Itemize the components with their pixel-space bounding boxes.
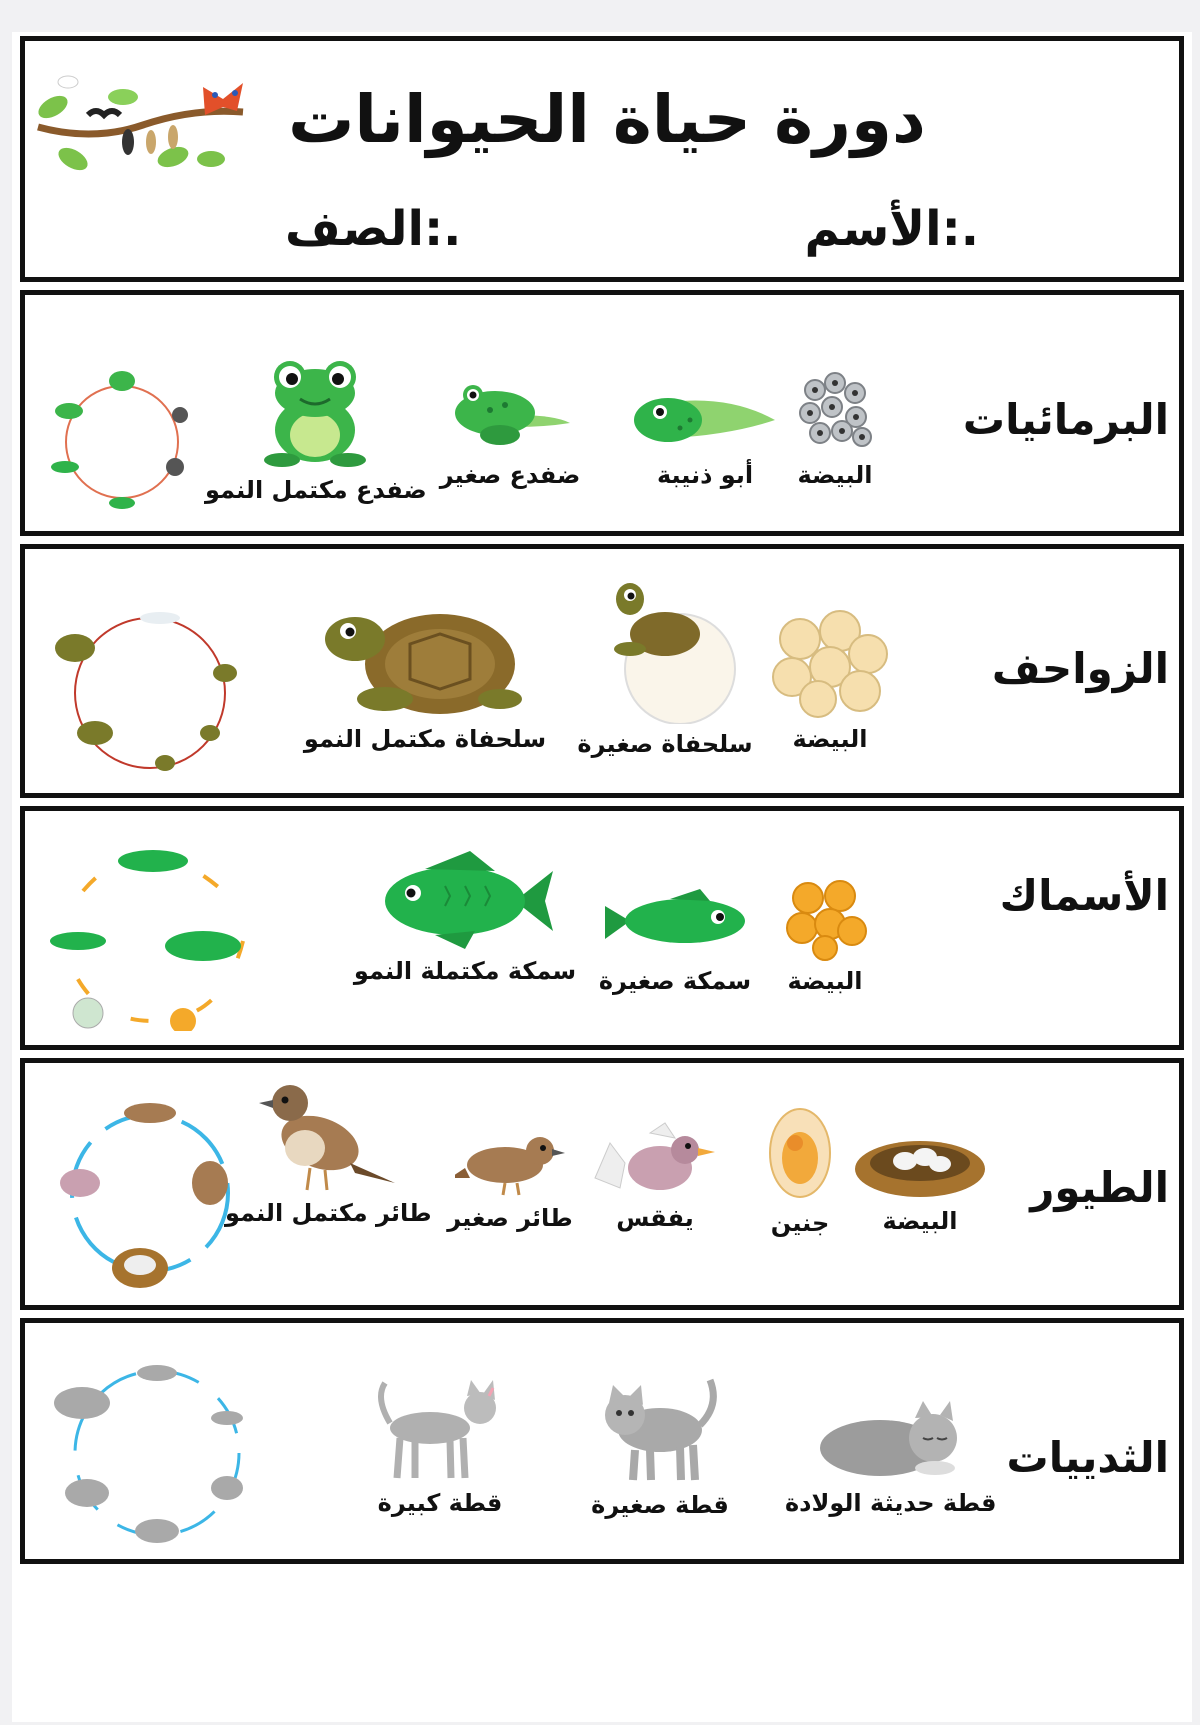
stage-label: جنين — [770, 1209, 830, 1237]
stage-young-bird — [445, 1123, 575, 1232]
stage-egg — [845, 1131, 995, 1235]
stage-egg — [770, 876, 880, 995]
stage-label: سلحفاة صغيرة — [577, 730, 753, 758]
stage-label: أبو ذنيبة — [656, 461, 754, 489]
stage-label: البيضة — [797, 461, 873, 489]
worksheet — [12, 32, 1192, 1722]
stage-froglet — [425, 375, 595, 489]
fish-lifecycle-cycle-icon — [43, 831, 263, 1031]
stage-tadpole — [630, 380, 780, 489]
stage-hatching — [585, 1118, 725, 1232]
category-label: الأسماك — [999, 871, 1169, 920]
stage-adult-turtle — [295, 599, 555, 753]
stage-newborn — [785, 1393, 995, 1517]
stage-label: البيضة — [882, 1207, 958, 1235]
stage-label: سلحفاة مكتمل النمو — [303, 725, 547, 753]
stage-label: طائر مكتمل النمو — [225, 1199, 432, 1227]
stage-label: قطة حديثة الولادة — [785, 1489, 997, 1517]
stage-label: سمكة مكتملة النمو — [353, 957, 577, 985]
turtle-lifecycle-cycle-icon — [50, 603, 250, 783]
bird-embryo-icon — [765, 1103, 835, 1203]
section-amphibians — [20, 290, 1184, 536]
young-bird-icon — [455, 1123, 565, 1198]
header-box — [20, 36, 1184, 282]
stage-label: البيضة — [787, 967, 863, 995]
category-label: الطيور — [1030, 1163, 1169, 1212]
stage-label: البيضة — [792, 725, 868, 753]
fish-eggs-icon — [780, 876, 870, 961]
stage-adult-bird — [225, 1078, 432, 1227]
stage-egg — [775, 365, 895, 489]
bird-nest-icon — [850, 1131, 990, 1201]
stage-label: سمكة صغيرة — [598, 967, 752, 995]
kitten-icon — [595, 1375, 725, 1485]
adult-cat-icon — [375, 1378, 505, 1483]
stage-adult-fish — [345, 851, 585, 985]
small-fish-icon — [600, 881, 750, 961]
stage-adult-frog — [205, 355, 425, 504]
stage-embryo — [745, 1103, 855, 1237]
section-reptiles — [20, 544, 1184, 798]
stage-hatchling — [575, 579, 755, 758]
tadpole-icon — [630, 380, 780, 455]
adult-turtle-icon — [320, 599, 530, 719]
category-label: الثدييات — [1006, 1433, 1169, 1482]
stage-kitten — [585, 1375, 735, 1519]
section-mammals — [20, 1318, 1184, 1564]
frog-eggs-icon — [790, 365, 880, 455]
stage-label: ضفدع مكتمل النمو — [205, 476, 427, 504]
stage-label: ضفدع صغير — [439, 461, 581, 489]
newborn-kitten-icon — [815, 1393, 965, 1483]
category-label: البرمائيات — [962, 395, 1169, 444]
stage-label: قطة كبيرة — [377, 1489, 503, 1517]
hatching-turtle-icon — [590, 579, 740, 724]
froglet-icon — [445, 375, 575, 455]
name-field-label: الأسم:. — [804, 201, 979, 257]
bird-lifecycle-cycle-icon — [55, 1093, 245, 1293]
stage-label: قطة صغيرة — [591, 1491, 729, 1519]
stage-adult-cat — [365, 1378, 515, 1517]
stage-egg — [765, 609, 895, 753]
hatchling-icon — [590, 1118, 720, 1198]
page-title: دورة حياة الحيوانات — [288, 81, 926, 158]
stage-label: يفقس — [616, 1204, 694, 1232]
adult-frog-icon — [260, 355, 370, 470]
class-field-label: الصف:. — [285, 201, 462, 257]
section-birds — [20, 1058, 1184, 1310]
frog-lifecycle-cycle-icon — [47, 367, 197, 517]
cat-lifecycle-cycle-icon — [47, 1353, 257, 1553]
adult-fish-icon — [375, 851, 555, 951]
adult-bird-icon — [255, 1078, 395, 1193]
turtle-eggs-icon — [770, 609, 890, 719]
butterfly-lifecycle-branch-icon — [33, 67, 253, 177]
section-fish — [20, 806, 1184, 1050]
stage-label: طائر صغير — [447, 1204, 573, 1232]
stage-small-fish — [590, 881, 760, 995]
category-label: الزواحف — [991, 644, 1169, 693]
